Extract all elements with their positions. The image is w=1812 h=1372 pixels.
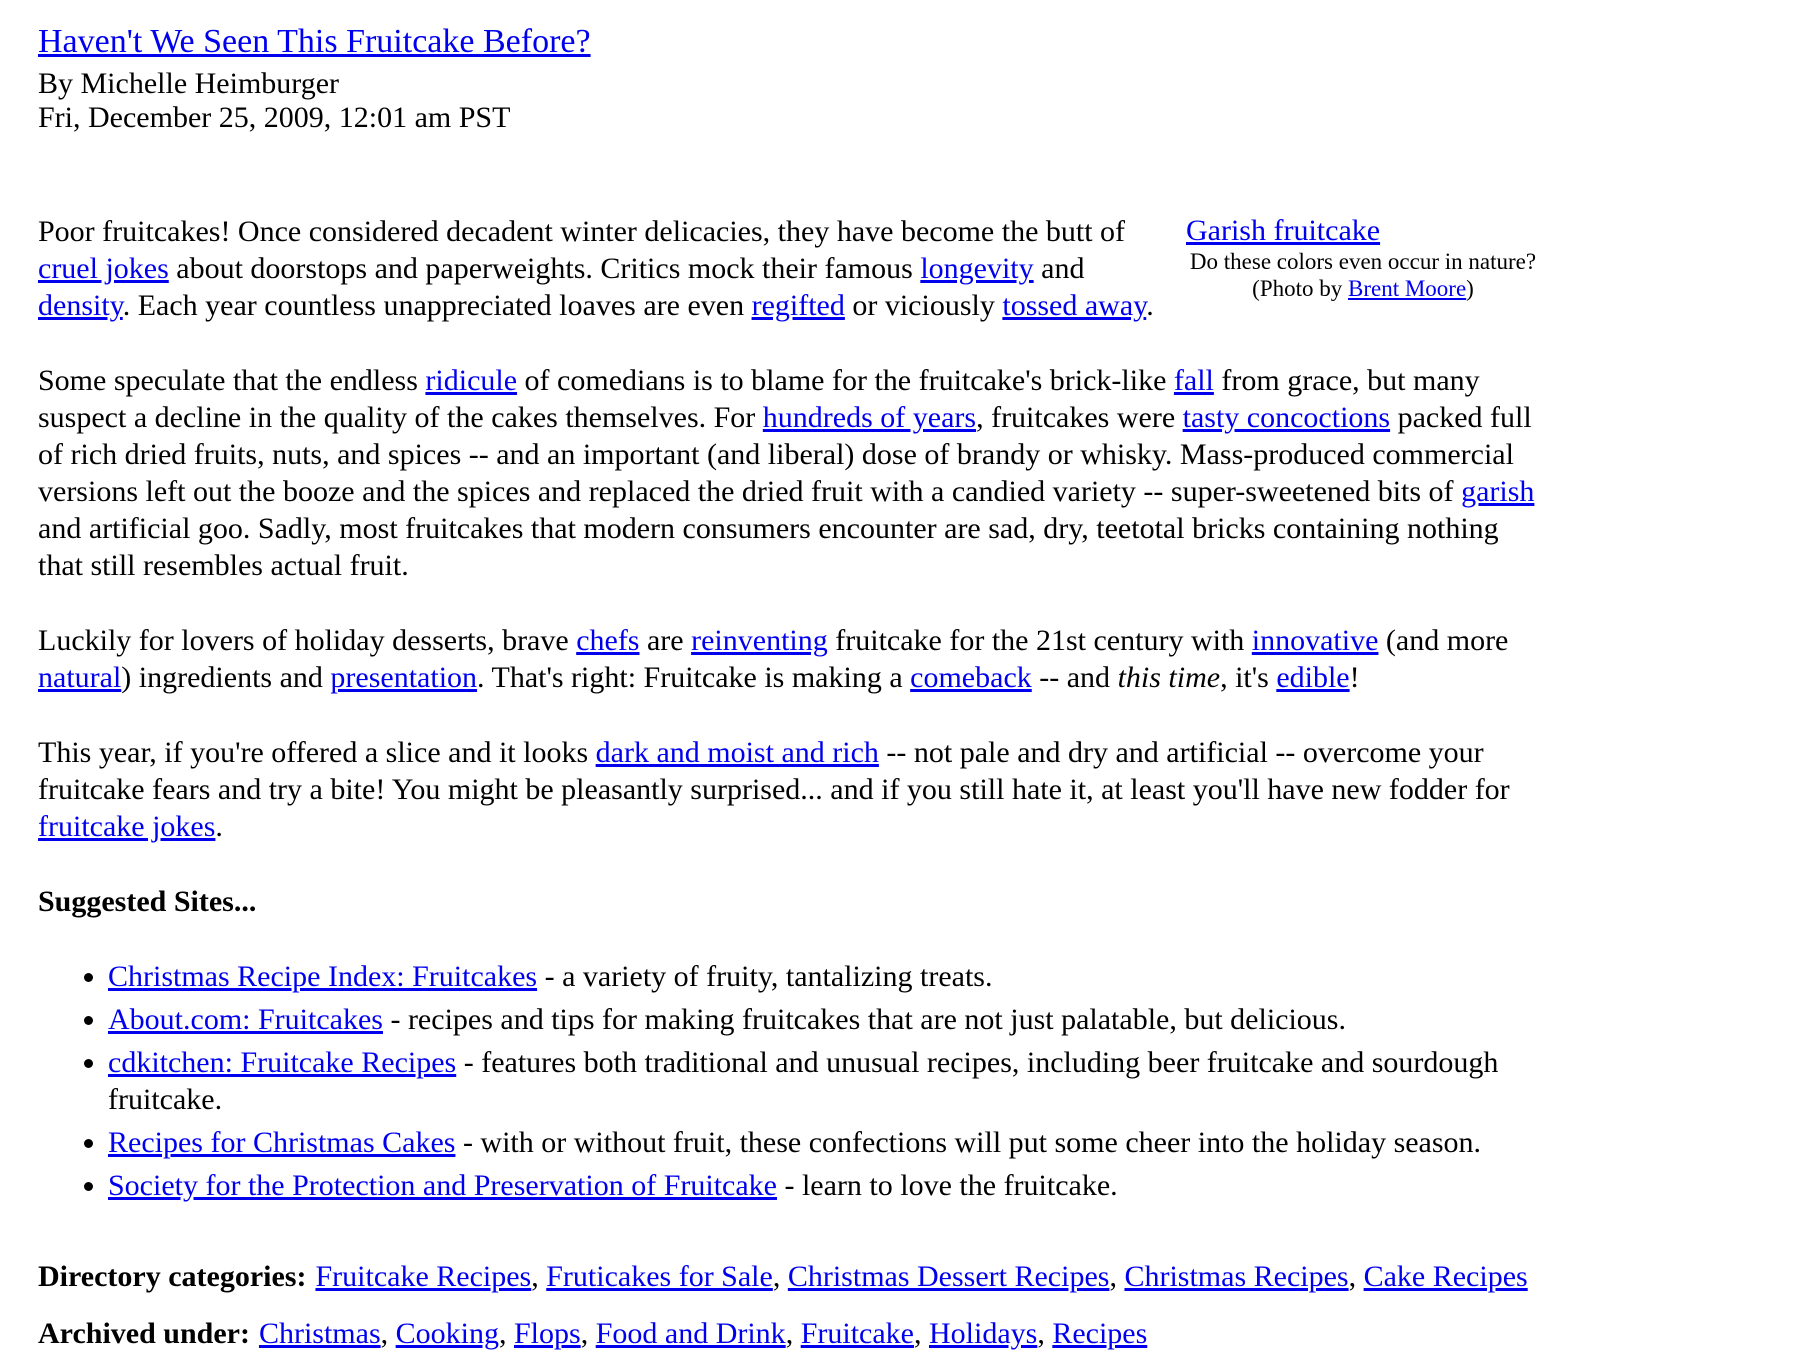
inline-link[interactable]: natural xyxy=(38,661,122,694)
inline-link[interactable]: reinventing xyxy=(691,624,828,657)
paragraph-decline xyxy=(38,362,1540,584)
category-link[interactable]: Christmas Recipes xyxy=(1124,1260,1349,1293)
list-item xyxy=(108,1001,1540,1038)
text-segment: this time xyxy=(1117,661,1221,694)
text-segment: and artificial goo. Sadly, most fruitcakes that modern consumers encounter are sad, dry, teetotal bricks containing nothing that still resembles actual fruit. xyxy=(38,512,1499,582)
text-segment: Luckily for lovers of holiday desserts, brave xyxy=(38,624,577,657)
text-segment: fruitcake for the 21st century with xyxy=(827,624,1252,657)
inline-link[interactable]: Society for the Protection and Preservation of Fruitcake xyxy=(108,1169,777,1202)
photo-caption-block xyxy=(1186,213,1540,302)
archived-under-links: Christmas, Cooking, Flops, Food and Drink, Fruitcake, Holidays, Recipes xyxy=(258,1317,1148,1350)
text-segment: - with or without fruit, these confections will put some cheer into the holiday season. xyxy=(455,1126,1482,1159)
inline-link[interactable]: edible xyxy=(1276,661,1350,694)
list-item xyxy=(108,958,1540,995)
photo-title-line xyxy=(1186,213,1540,248)
text-segment: , fruitcakes were xyxy=(976,401,1183,434)
inline-link[interactable]: tossed away xyxy=(1002,289,1147,322)
article-page xyxy=(38,22,1540,1352)
category-link[interactable]: Flops xyxy=(513,1317,581,1350)
inline-link[interactable]: presentation xyxy=(330,661,478,694)
text-segment: This year, if you're offered a slice and it looks xyxy=(38,736,596,769)
category-link[interactable]: Holidays xyxy=(928,1317,1038,1350)
inline-link[interactable]: fall xyxy=(1173,364,1214,397)
text-segment: Poor fruitcakes! Once considered decadent winter delicacies, they have become the butt of xyxy=(38,215,1126,248)
inline-link[interactable]: comeback xyxy=(910,661,1032,694)
inline-link[interactable]: About.com: Fruitcakes xyxy=(108,1003,383,1036)
text-segment: . xyxy=(215,810,223,843)
text-segment: or viciously xyxy=(844,289,1003,322)
inline-link[interactable]: longevity xyxy=(920,252,1034,285)
text-segment: about doorstops and paperweights. Critics mock their famous xyxy=(168,252,921,285)
article-meta xyxy=(38,67,1540,135)
text-segment: , it's xyxy=(1220,661,1277,694)
directory-categories-line xyxy=(38,1258,1540,1295)
byline: By Michelle Heimburger xyxy=(38,67,340,100)
category-link[interactable]: Fruticakes for Sale xyxy=(546,1260,773,1293)
page-title xyxy=(38,22,1540,61)
category-link[interactable]: Food and Drink xyxy=(595,1317,786,1350)
inline-link[interactable]: cruel jokes xyxy=(38,252,169,285)
photo-credit xyxy=(1186,275,1540,302)
list-item xyxy=(108,1167,1540,1204)
inline-link[interactable]: innovative xyxy=(1251,624,1379,657)
photo-caption: Do these colors even occur in nature? xyxy=(1189,249,1537,274)
archived-under-line xyxy=(38,1315,1540,1352)
paragraph-comeback xyxy=(38,622,1540,696)
text-segment: and xyxy=(1033,252,1085,285)
text-segment: packed full of rich dried fruits, nuts, and spices -- and an important (and liberal) dose of brandy or whisky. Mass-produced commercial versions left out the booze and the spices and replaced the dried fruit with a candied variety -- super-sweetened bits of xyxy=(38,401,1532,508)
directory-category-links: Fruitcake Recipes, Fruticakes for Sale, Christmas Dessert Recipes, Christmas Recipes, Cake Recipes xyxy=(315,1260,1528,1293)
text-segment: of comedians is to blame for the fruitcake's brick-like xyxy=(517,364,1174,397)
inline-link[interactable]: Christmas Recipe Index: Fruitcakes xyxy=(108,960,538,993)
list-item xyxy=(108,1044,1540,1118)
category-link[interactable]: Christmas Dessert Recipes xyxy=(787,1260,1110,1293)
text-segment: ! xyxy=(1349,661,1360,694)
category-link[interactable]: Fruitcake Recipes xyxy=(315,1260,532,1293)
text-segment: - learn to love the fruitcake. xyxy=(776,1169,1118,1202)
inline-link[interactable]: hundreds of years xyxy=(762,401,977,434)
text-segment: ) ingredients and xyxy=(121,661,331,694)
category-link[interactable]: Fruitcake xyxy=(800,1317,914,1350)
list-item xyxy=(108,1124,1540,1161)
text-segment: . Each year countless unappreciated loaves are even xyxy=(122,289,752,322)
text-segment: are xyxy=(639,624,692,657)
text-segment: - features both traditional and unusual recipes, including beer fruitcake and sourdough fruitcake. xyxy=(108,1046,1499,1116)
text-segment: - a variety of fruity, tantalizing treats. xyxy=(537,960,993,993)
inline-link[interactable]: ridicule xyxy=(425,364,518,397)
text-segment: from grace, but many suspect a decline in the quality of the cakes themselves. For xyxy=(38,364,1480,434)
photo-title-link[interactable]: Garish fruitcake xyxy=(1186,214,1381,247)
photo-credit-suffix: ) xyxy=(1466,276,1474,301)
photo-credit-prefix: (Photo by xyxy=(1252,276,1348,301)
text-segment: -- not pale and dry and artificial -- overcome your fruitcake fears and try a bite! You might be pleasantly surprised... and if you still hate it, at least you'll have new fodder for xyxy=(38,736,1510,806)
inline-link[interactable]: density xyxy=(38,289,123,322)
archived-under-label: Archived under: xyxy=(38,1317,250,1350)
inline-link[interactable]: fruitcake jokes xyxy=(38,810,216,843)
photo-credit-link[interactable]: Brent Moore xyxy=(1348,276,1467,301)
inline-link[interactable]: dark and moist and rich xyxy=(595,736,879,769)
category-link[interactable]: Recipes xyxy=(1052,1317,1148,1350)
category-link[interactable]: Cake Recipes xyxy=(1363,1260,1528,1293)
text-segment: - recipes and tips for making fruitcakes that are not just palatable, but delicious. xyxy=(382,1003,1346,1036)
paragraph-try-a-bite xyxy=(38,734,1540,845)
text-segment: -- and xyxy=(1031,661,1118,694)
inline-link[interactable]: chefs xyxy=(576,624,640,657)
article-title-link[interactable]: Haven't We Seen This Fruitcake Before? xyxy=(38,23,591,60)
suggested-sites-heading: Suggested Sites... xyxy=(38,885,257,918)
text-segment: (and more xyxy=(1378,624,1509,657)
inline-link[interactable]: tasty concoctions xyxy=(1182,401,1391,434)
text-segment: . xyxy=(1146,289,1154,322)
category-link[interactable]: Cooking xyxy=(395,1317,499,1350)
inline-link[interactable]: Recipes for Christmas Cakes xyxy=(108,1126,456,1159)
category-link[interactable]: Christmas xyxy=(258,1317,381,1350)
inline-link[interactable]: cdkitchen: Fruitcake Recipes xyxy=(108,1046,457,1079)
inline-link[interactable]: garish xyxy=(1461,475,1535,508)
text-segment: . That's right: Fruitcake is making a xyxy=(477,661,911,694)
inline-link[interactable]: regifted xyxy=(751,289,845,322)
text-segment: Some speculate that the endless xyxy=(38,364,426,397)
directory-categories-label: Directory categories: xyxy=(38,1260,307,1293)
suggested-sites-list xyxy=(38,958,1540,1204)
article-date: Fri, December 25, 2009, 12:01 am PST xyxy=(38,101,511,134)
